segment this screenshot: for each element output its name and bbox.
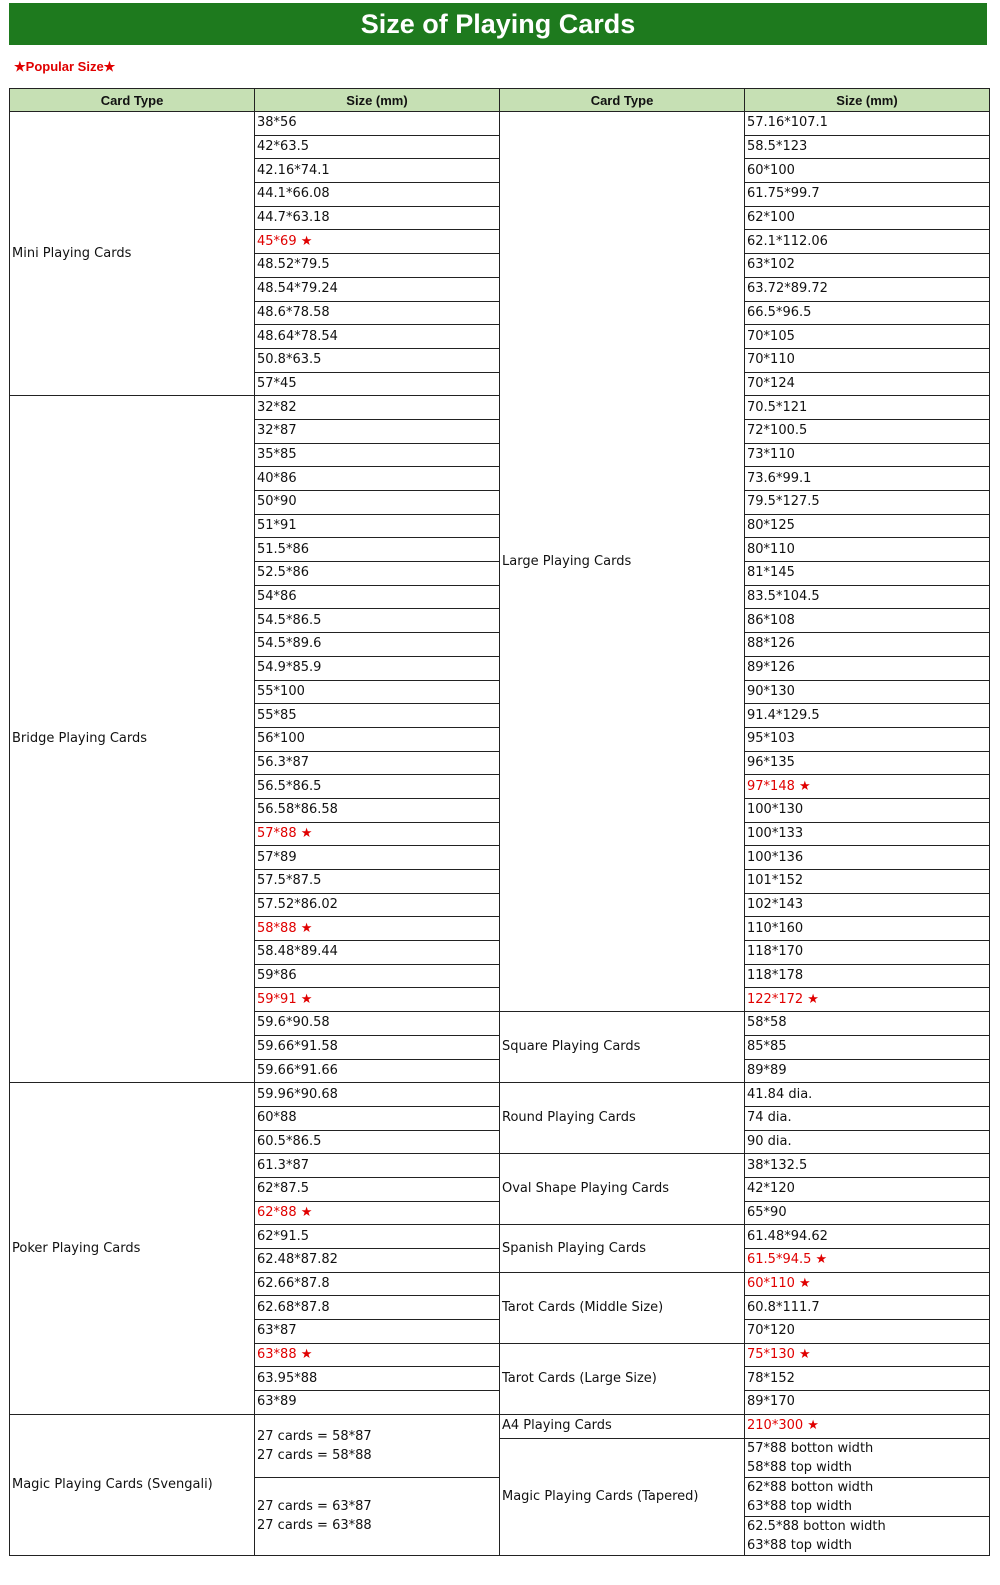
card-size-table — [9, 88, 990, 1555]
size-block-cell — [745, 1516, 990, 1555]
size-cell: 79.5*127.5 — [745, 491, 990, 515]
size-cell: 95*103 — [745, 727, 990, 751]
size-cell: 40*86 — [255, 467, 500, 491]
card-type-cell: Oval Shape Playing Cards — [500, 1154, 745, 1225]
size-line: 27 cards = 58*88 — [257, 1447, 372, 1463]
size-cell: 62*88 ★ — [255, 1201, 500, 1225]
size-cell: 42*63.5 — [255, 135, 500, 159]
size-cell: 54.9*85.9 — [255, 656, 500, 680]
card-type-cell: Square Playing Cards — [500, 1012, 745, 1083]
size-cell: 118*178 — [745, 964, 990, 988]
size-cell: 58.48*89.44 — [255, 941, 500, 965]
size-cell: 100*133 — [745, 822, 990, 846]
size-cell: 86*108 — [745, 609, 990, 633]
size-cell: 60.8*111.7 — [745, 1296, 990, 1320]
popular-size-note: ★Popular Size★ — [14, 59, 116, 74]
size-cell: 62*100 — [745, 206, 990, 230]
size-cell: 63*89 — [255, 1391, 500, 1415]
size-cell: 70*120 — [745, 1320, 990, 1344]
size-cell: 60*110 ★ — [745, 1272, 990, 1296]
size-cell: 60*88 — [255, 1106, 500, 1130]
size-cell: 56*100 — [255, 727, 500, 751]
size-cell: 32*87 — [255, 419, 500, 443]
size-cell: 59.66*91.58 — [255, 1035, 500, 1059]
size-line: 63*88 top width — [747, 1498, 852, 1514]
size-cell: 32*82 — [255, 396, 500, 420]
page-title: Size of Playing Cards — [9, 3, 987, 45]
size-cell: 38*132.5 — [745, 1154, 990, 1178]
size-cell: 97*148 ★ — [745, 775, 990, 799]
size-cell: 50.8*63.5 — [255, 348, 500, 372]
size-cell: 57*45 — [255, 372, 500, 396]
size-cell: 102*143 — [745, 893, 990, 917]
size-cell: 57.16*107.1 — [745, 112, 990, 136]
size-cell: 90*130 — [745, 680, 990, 704]
size-cell: 63*87 — [255, 1320, 500, 1344]
table-body — [10, 112, 990, 1556]
header-size-left: Size (mm) — [255, 89, 500, 112]
size-cell: 61.75*99.7 — [745, 183, 990, 207]
size-cell: 100*136 — [745, 846, 990, 870]
size-cell: 73.6*99.1 — [745, 467, 990, 491]
size-block-cell — [255, 1414, 500, 1477]
size-cell: 54*86 — [255, 585, 500, 609]
size-line: 62.5*88 botton width — [747, 1518, 886, 1534]
size-cell: 59.6*90.58 — [255, 1012, 500, 1036]
size-cell: 101*152 — [745, 870, 990, 894]
size-cell: 44.1*66.08 — [255, 183, 500, 207]
size-cell: 51*91 — [255, 514, 500, 538]
size-cell: 38*56 — [255, 112, 500, 136]
size-line: 57*88 botton width — [747, 1440, 874, 1456]
size-cell: 62*91.5 — [255, 1225, 500, 1249]
size-cell: 48.6*78.58 — [255, 301, 500, 325]
size-line: 27 cards = 58*87 — [257, 1428, 372, 1444]
size-cell: 80*110 — [745, 538, 990, 562]
size-cell: 59*86 — [255, 964, 500, 988]
size-cell: 59.66*91.66 — [255, 1059, 500, 1083]
header-size-right: Size (mm) — [745, 89, 990, 112]
size-line: 58*88 top width — [747, 1459, 852, 1475]
size-line: 62*88 botton width — [747, 1479, 874, 1495]
size-cell: 88*126 — [745, 633, 990, 657]
card-type-cell: Poker Playing Cards — [10, 1083, 255, 1415]
size-cell: 61.5*94.5 ★ — [745, 1249, 990, 1273]
size-cell: 48.64*78.54 — [255, 325, 500, 349]
size-cell: 55*85 — [255, 704, 500, 728]
size-cell: 63*88 ★ — [255, 1343, 500, 1367]
size-cell: 62.48*87.82 — [255, 1249, 500, 1273]
size-cell: 48.52*79.5 — [255, 254, 500, 278]
size-cell: 210*300 ★ — [745, 1414, 990, 1438]
size-cell: 118*170 — [745, 941, 990, 965]
size-cell: 61.48*94.62 — [745, 1225, 990, 1249]
size-cell: 90 dia. — [745, 1130, 990, 1154]
size-cell: 44.7*63.18 — [255, 206, 500, 230]
size-line: 27 cards = 63*88 — [257, 1518, 372, 1533]
size-cell: 57*88 ★ — [255, 822, 500, 846]
size-cell: 122*172 ★ — [745, 988, 990, 1012]
size-cell: 70*110 — [745, 348, 990, 372]
size-cell: 35*85 — [255, 443, 500, 467]
size-cell: 78*152 — [745, 1367, 990, 1391]
size-cell: 83.5*104.5 — [745, 585, 990, 609]
size-cell: 74 dia. — [745, 1106, 990, 1130]
size-cell: 73*110 — [745, 443, 990, 467]
size-cell: 63.72*89.72 — [745, 277, 990, 301]
size-cell: 63.95*88 — [255, 1367, 500, 1391]
card-type-cell: Bridge Playing Cards — [10, 396, 255, 1083]
size-cell: 91.4*129.5 — [745, 704, 990, 728]
size-cell: 62.66*87.8 — [255, 1272, 500, 1296]
size-cell: 85*85 — [745, 1035, 990, 1059]
size-cell: 51.5*86 — [255, 538, 500, 562]
card-type-cell: Tarot Cards (Large Size) — [500, 1343, 745, 1414]
header-card-type-left: Card Type — [10, 89, 255, 112]
size-cell: 58*88 ★ — [255, 917, 500, 941]
size-cell: 75*130 ★ — [745, 1343, 990, 1367]
size-block-cell — [745, 1438, 990, 1477]
size-cell: 70.5*121 — [745, 396, 990, 420]
size-cell: 56.5*86.5 — [255, 775, 500, 799]
size-cell: 70*105 — [745, 325, 990, 349]
size-cell: 56.58*86.58 — [255, 798, 500, 822]
size-cell: 62.1*112.06 — [745, 230, 990, 254]
size-cell: 62.68*87.8 — [255, 1296, 500, 1320]
size-cell: 89*126 — [745, 656, 990, 680]
size-cell: 45*69 ★ — [255, 230, 500, 254]
size-cell: 41.84 dia. — [745, 1083, 990, 1107]
size-cell: 96*135 — [745, 751, 990, 775]
size-cell: 80*125 — [745, 514, 990, 538]
size-cell: 65*90 — [745, 1201, 990, 1225]
size-line: 27 cards = 63*87 — [257, 1499, 372, 1514]
size-cell: 58*58 — [745, 1012, 990, 1036]
size-cell: 66.5*96.5 — [745, 301, 990, 325]
size-cell: 63*102 — [745, 254, 990, 278]
size-cell: 50*90 — [255, 491, 500, 515]
card-type-cell: Mini Playing Cards — [10, 112, 255, 396]
card-type-cell: Spanish Playing Cards — [500, 1225, 745, 1272]
card-type-cell: A4 Playing Cards — [500, 1414, 745, 1438]
size-cell: 54.5*86.5 — [255, 609, 500, 633]
size-cell: 48.54*79.24 — [255, 277, 500, 301]
size-cell: 59*91 ★ — [255, 988, 500, 1012]
card-type-cell: Large Playing Cards — [500, 112, 745, 1012]
table-row — [10, 112, 990, 136]
size-line: 63*88 top width — [747, 1537, 852, 1553]
size-cell: 60.5*86.5 — [255, 1130, 500, 1154]
card-type-cell: Tarot Cards (Middle Size) — [500, 1272, 745, 1343]
card-type-cell: Round Playing Cards — [500, 1083, 745, 1154]
size-cell: 57.52*86.02 — [255, 893, 500, 917]
size-cell: 42*120 — [745, 1177, 990, 1201]
size-cell: 60*100 — [745, 159, 990, 183]
size-cell: 56.3*87 — [255, 751, 500, 775]
table-row — [10, 1414, 990, 1438]
size-cell: 52.5*86 — [255, 562, 500, 586]
size-cell: 110*160 — [745, 917, 990, 941]
size-cell: 57*89 — [255, 846, 500, 870]
size-cell: 72*100.5 — [745, 419, 990, 443]
size-block-cell — [745, 1477, 990, 1516]
size-cell: 89*170 — [745, 1391, 990, 1415]
size-cell: 54.5*89.6 — [255, 633, 500, 657]
size-cell: 55*100 — [255, 680, 500, 704]
size-cell: 59.96*90.68 — [255, 1083, 500, 1107]
size-cell: 58.5*123 — [745, 135, 990, 159]
card-type-cell: Magic Playing Cards (Tapered) — [500, 1438, 745, 1555]
size-cell: 70*124 — [745, 372, 990, 396]
size-block-cell — [255, 1477, 500, 1555]
header-card-type-right: Card Type — [500, 89, 745, 112]
table-header-row — [10, 89, 990, 112]
size-cell: 62*87.5 — [255, 1177, 500, 1201]
size-cell: 61.3*87 — [255, 1154, 500, 1178]
card-type-cell: Magic Playing Cards (Svengali) — [10, 1414, 255, 1555]
table-row — [10, 1083, 990, 1107]
size-cell: 42.16*74.1 — [255, 159, 500, 183]
size-cell: 57.5*87.5 — [255, 870, 500, 894]
size-cell: 81*145 — [745, 562, 990, 586]
size-cell: 100*130 — [745, 798, 990, 822]
size-cell: 89*89 — [745, 1059, 990, 1083]
